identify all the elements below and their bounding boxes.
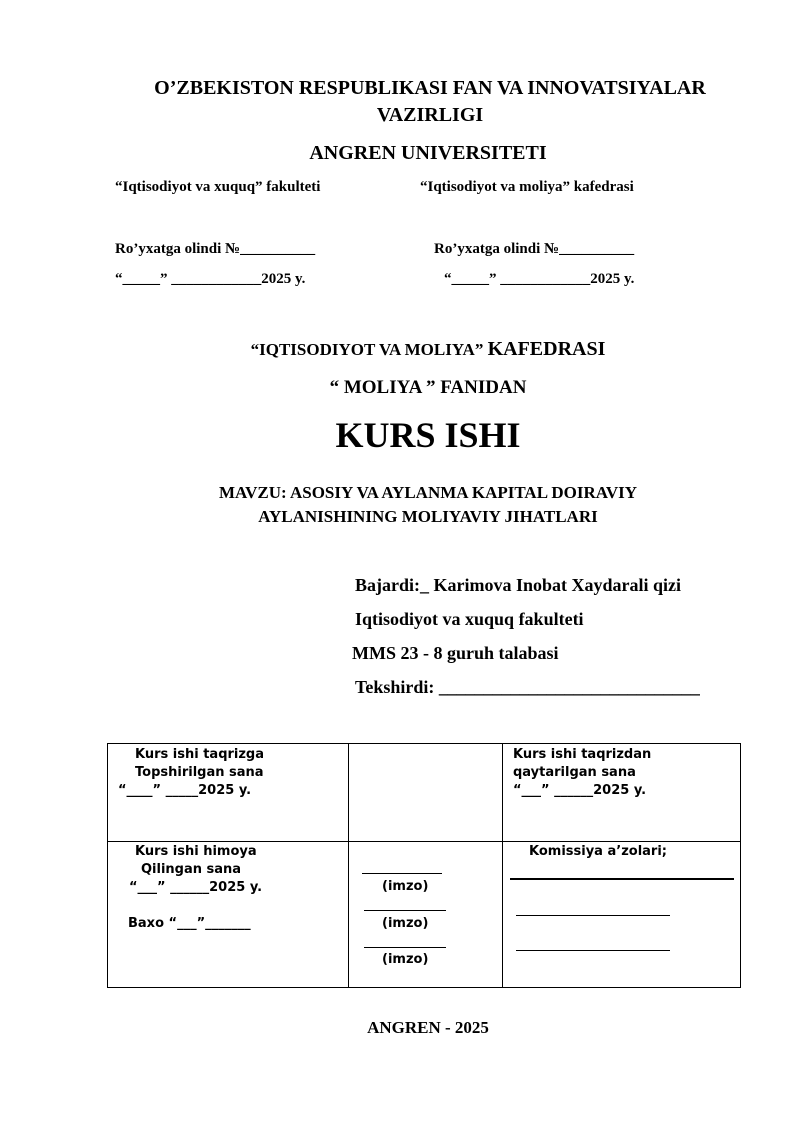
registration-number-right: Ro’yxatga olindi №__________ <box>434 241 635 257</box>
submitted-cell <box>108 744 349 842</box>
topic-line2: AYLANISHINING MOLIYAVIY JIHATLARI <box>258 507 598 526</box>
checked-by: Tekshirdi: _____________________________ <box>355 677 700 697</box>
department-heading-suffix: KAFEDRASI <box>487 338 606 360</box>
empty-cell <box>349 744 503 842</box>
department-label: “Iqtisodiyot va moliya” kafedrasi <box>420 179 634 195</box>
defended-label-line2: Qilingan sana <box>141 862 242 877</box>
commission-cell <box>503 842 741 988</box>
submitted-label-line2: Topshirilgan sana <box>135 765 264 780</box>
signature-label-3: (imzo) <box>382 952 429 967</box>
returned-label-line2: qaytarilgan sana <box>513 765 636 780</box>
commission-line-2 <box>516 915 670 916</box>
defended-date: “___” ______2025 y. <box>129 880 263 895</box>
grade-field: Baxo “___”_______ <box>128 916 251 931</box>
ministry-title-line2: VAZIRLIGI <box>376 104 484 126</box>
signatures-cell <box>349 842 503 988</box>
commission-line-3 <box>516 950 670 951</box>
returned-cell <box>503 744 741 842</box>
registration-number-left: Ro’yxatga olindi №__________ <box>115 241 316 257</box>
submitted-label-line1: Kurs ishi taqrizga <box>135 747 265 762</box>
signature-line-1 <box>362 873 442 874</box>
signature-label-2: (imzo) <box>382 916 429 931</box>
returned-date: “___” ______2025 y. <box>513 783 647 798</box>
signature-line-3 <box>364 947 446 948</box>
document-type-title: KURS ISHI <box>335 415 521 455</box>
commission-line-1 <box>510 878 734 880</box>
ministry-title-line1: O’ZBEKISTON RESPUBLIKASI FAN VA INNOVATSIYALAR <box>154 77 706 99</box>
author-group: MMS 23 - 8 guruh talabasi <box>352 643 559 663</box>
author-faculty: Iqtisodiyot va xuquq fakulteti <box>355 609 584 629</box>
signature-line-2 <box>364 910 446 911</box>
returned-label-line1: Kurs ishi taqrizdan <box>513 747 652 762</box>
department-heading <box>0 338 800 361</box>
performed-by: Bajardi:_ Karimova Inobat Xaydarali qizi <box>355 575 682 595</box>
place-and-year: ANGREN - 2025 <box>367 1018 489 1037</box>
review-table <box>107 743 741 988</box>
subject-heading: “ MOLIYA ” FANIDAN <box>329 377 527 398</box>
department-heading-prefix: “IQTISODIYOT VA MOLIYA” <box>250 340 488 359</box>
commission-label: Komissiya a’zolari; <box>529 844 667 859</box>
registration-date-right: “_____” ____________2025 y. <box>444 271 635 287</box>
signature-label-1: (imzo) <box>382 879 429 894</box>
defended-cell <box>108 842 349 988</box>
registration-date-left: “_____” ____________2025 y. <box>115 271 306 287</box>
submitted-date: “____” _____2025 y. <box>118 783 252 798</box>
university-name: ANGREN UNIVERSITETI <box>309 142 547 164</box>
topic-line1: MAVZU: ASOSIY VA AYLANMA KAPITAL DOIRAVIY <box>218 483 638 502</box>
faculty-label: “Iqtisodiyot va xuquq” fakulteti <box>115 179 321 195</box>
defended-label-line1: Kurs ishi himoya <box>135 844 257 859</box>
